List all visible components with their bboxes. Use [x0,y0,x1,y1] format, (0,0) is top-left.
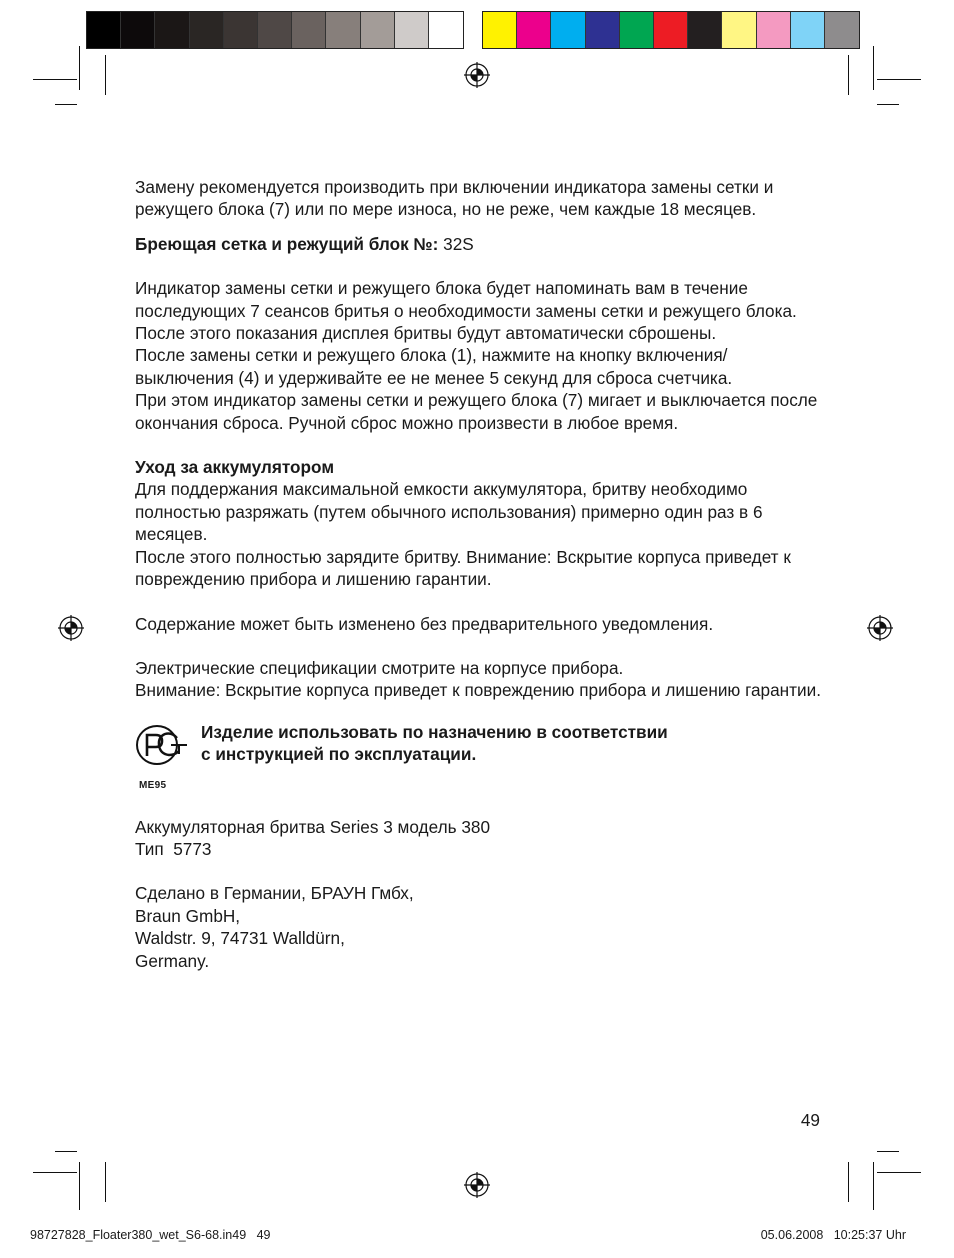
crop-mark [848,55,849,95]
gost-r-certification-icon [135,724,189,770]
indicator-paragraph-2: После замены сетки и режущего блока (1), нажмите на кнопку включения/выключения (4) и удерживайте ее не менее 5 секунд для сброса счетчика. [135,345,733,388]
footer-file-info: 98727828_Floater380_wet_S6-68.in49 49 [30,1228,271,1242]
gray-swatch [429,12,463,48]
gray-swatch [395,12,429,48]
certification-text [201,721,668,766]
battery-paragraph-2: После этого полностью зарядите бритву. Внимание: Вскрытие корпуса приведет к повреждению прибора и лишению гарантии. [135,546,791,590]
indicator-paragraph-1: Индикатор замены сетки и режущего блока будет напоминать вам в течение последующих 7 сеансов бритья о необходимости замены сетки и режущего блока. После этого показания дисплея бритвы будут автоматически сброшены. [135,278,797,344]
gray-swatch [190,12,224,48]
crop-mark [55,104,77,105]
crop-mark [873,46,874,90]
part-number: 32S [443,233,474,254]
notice-paragraph: Содержание может быть изменено без предварительного уведомления. [135,613,714,634]
process-swatch [551,12,585,48]
model-line: Аккумуляторная бритва Series 3 модель 380 [135,816,491,837]
battery-paragraph-1: Для поддержания максимальной емкости аккумулятора, бритву необходимо полностью разряжать (путем обычного использования) примерно один раз в 6 месяцев. [135,479,763,545]
crop-mark [33,79,77,80]
process-swatch [757,12,791,48]
gray-swatch [121,12,155,48]
address-line-3: Germany. [135,950,210,971]
certification-text-line-1: Изделие использовать по назначению в соответствии [201,721,668,742]
process-swatch [586,12,620,48]
specs-paragraph-1: Электрические спецификации смотрите на корпусе прибора. [135,657,624,678]
crop-mark [877,104,899,105]
part-label: Бреющая сетка и режущий блок №: [135,233,439,254]
address-line-2: Waldstr. 9, 74731 Walldürn, [135,928,345,949]
gray-swatch [292,12,326,48]
registration-mark-icon [464,62,490,88]
crop-mark [877,1151,899,1152]
crop-mark [877,79,921,80]
process-color-bar [482,11,860,49]
indicator-paragraph-3: При этом индикатор замены сетки и режущего блока (7) мигает и выключается после окончания сброса. Ручной сброс можно произвести в любое время. [135,390,818,433]
process-swatch [620,12,654,48]
battery-heading: Уход за аккумулятором [135,457,335,478]
gray-swatch [224,12,258,48]
certification-text-line-2: с инструкцией по эксплуатации. [201,744,477,765]
address-line-1: Braun GmbH, [135,905,241,926]
paragraph-replacement: Замену рекомендуется производить при включении индикатора замены сетки и режущего блока (7) или по мере износа, но не реже, чем каждые 18 месяцев. [135,177,774,220]
process-swatch [654,12,688,48]
registration-mark-icon [867,615,893,641]
crop-mark [33,1172,77,1173]
crop-mark [873,1162,874,1210]
gray-color-bar [86,11,464,49]
crop-mark [105,1162,106,1202]
gray-swatch [87,12,121,48]
type-line: Тип 5773 [135,838,212,859]
crop-mark [105,55,106,95]
certification-code: ME95 [139,780,167,792]
crop-mark [848,1162,849,1202]
gray-swatch [326,12,360,48]
process-swatch [825,12,859,48]
crop-mark [877,1172,921,1173]
specs-paragraph-2: Внимание: Вскрытие корпуса приведет к повреждению прибора и лишению гарантии. [135,680,821,701]
process-swatch [483,12,517,48]
registration-mark-icon [58,615,84,641]
made-in-line: Сделано в Германии, БРАУН Гмбх, [135,883,414,904]
page-number: 49 [800,1110,820,1130]
crop-mark [55,1151,77,1152]
certification-block [135,721,825,798]
process-swatch [791,12,825,48]
process-swatch [517,12,551,48]
certification-logo [135,724,201,798]
gray-swatch [258,12,292,48]
gray-swatch [361,12,395,48]
gray-swatch [155,12,189,48]
process-swatch [688,12,722,48]
part-number-line [135,233,825,255]
crop-mark [79,1162,80,1210]
registration-mark-icon [464,1172,490,1198]
crop-mark [79,46,80,90]
document-body [135,176,825,972]
process-swatch [722,12,756,48]
footer-timestamp: 05.06.2008 10:25:37 Uhr [760,1228,906,1242]
